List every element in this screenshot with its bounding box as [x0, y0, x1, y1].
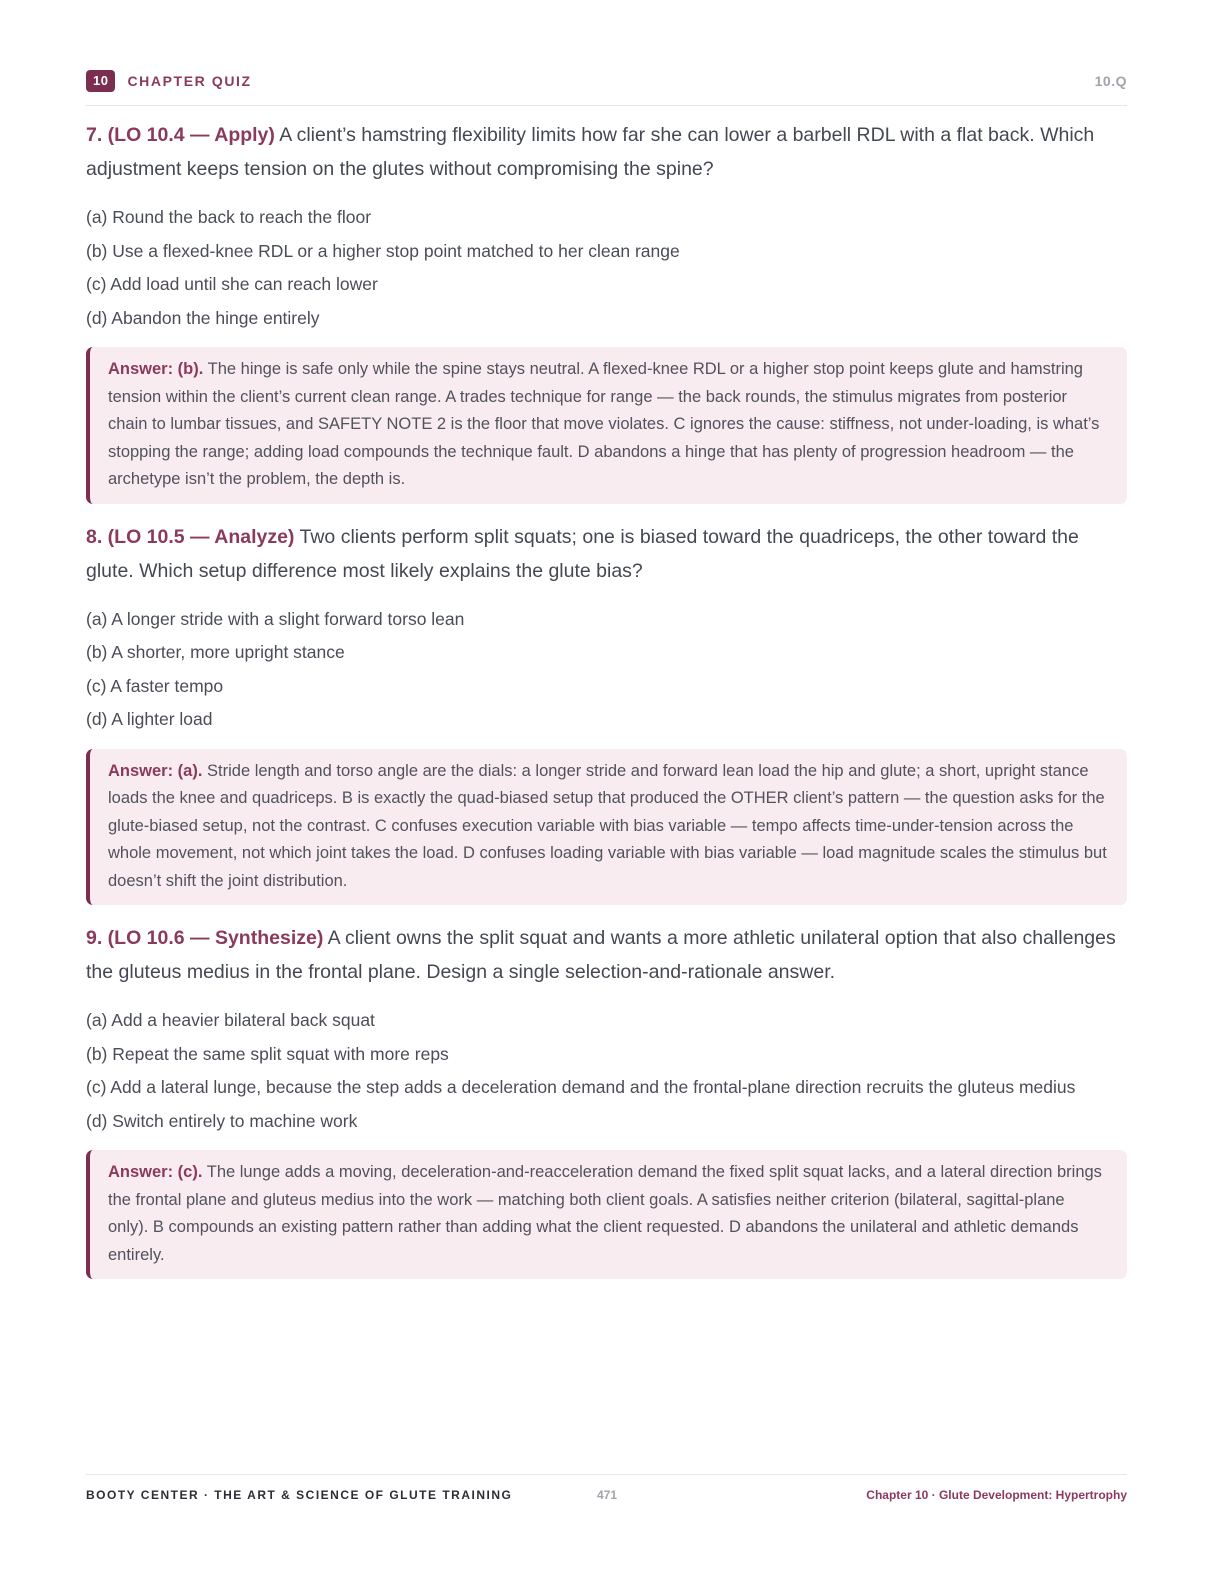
- option-c: (c) Add load until she can reach lower: [86, 274, 378, 294]
- option-d: (d) A lighter load: [86, 709, 213, 729]
- option-list: [86, 603, 1127, 737]
- answer-box: [86, 347, 1127, 504]
- chapter-number-badge: 10: [86, 70, 115, 92]
- question-prompt: [86, 118, 1127, 186]
- question-text: Two clients perform split squats; one is biased toward the quadriceps, the other toward the glute. Which setup difference most likely explains the glute bias?: [86, 525, 1079, 582]
- option-c: (c) A faster tempo: [86, 675, 224, 696]
- section-code: 10.Q: [1094, 73, 1127, 89]
- option-b: (b) Repeat the same split squat with more reps: [86, 1043, 449, 1064]
- header-chapter: [86, 70, 252, 92]
- option-c: (c) Add a lateral lunge, because the step adds a deceleration demand and the frontal-plane direction recruits the gluteus medius: [86, 1077, 1076, 1097]
- answer-text: The hinge is safe only while the spine stays neutral. A flexed-knee RDL or a higher stop point keeps glute and hamstring tension within the client’s current clean range. A trades technique for range — the back rounds, the stimulus migrates from posterior chain to lumbar tissues, and SAFETY NOTE 2 is the floor that move violates. C ignores the cause: stiffness, not under-loading, is what’s stopping the range; adding load compounds the technique fault. D abandons a hinge that has plenty of progression headroom — the archetype isn’t the problem, the depth is.: [108, 360, 1100, 488]
- option-list: [86, 1004, 1127, 1138]
- question-7: [86, 118, 1127, 504]
- page-footer: [86, 1474, 1127, 1515]
- option-list: [86, 201, 1127, 335]
- option-b: (b) A shorter, more upright stance: [86, 642, 345, 662]
- quiz-content: [86, 118, 1127, 1295]
- question-text: A client owns the split squat and wants a more athletic unilateral option that also challenges the gluteus medius in the frontal plane. Design a single selection-and-rationale answer.: [86, 927, 1116, 983]
- page-header: [86, 70, 1127, 106]
- option-a: (a) Round the back to reach the floor: [86, 207, 372, 227]
- question-label: 7. (LO 10.4 — Apply): [86, 124, 275, 146]
- answer-text: Stride length and torso angle are the dials: a longer stride and forward lean load the hip and glute; a short, upright stance loads the knee and quadriceps. B is exactly the quad-biased setup that produced the OTHER client’s pattern — the question asks for the glute-biased setup, not the contrast. C confuses execution variable with bias variable — tempo affects time-under-tension across the whole movement, not which joint takes the load. D confuses loading variable with bias variable — load magnitude scales the stimulus but doesn’t shift the joint distribution.: [108, 761, 1107, 890]
- option-a: (a) A longer stride with a slight forward torso lean: [86, 608, 465, 629]
- question-prompt: [86, 921, 1127, 989]
- option-d: (d) Switch entirely to machine work: [86, 1110, 358, 1131]
- answer-label: Answer: (c).: [108, 1163, 203, 1181]
- page-number: 471: [597, 1488, 618, 1502]
- question-label: 8. (LO 10.5 — Analyze): [86, 525, 295, 548]
- question-label: 9. (LO 10.6 — Synthesize): [86, 927, 324, 949]
- answer-text: The lunge adds a moving, deceleration-and-reacceleration demand the fixed split squat lacks, and a lateral direction brings the frontal plane and gluteus medius into the work — matching both client goals. A satisfies neither criterion (bilateral, sagittal-plane only). B compounds an existing pattern rather than adding what the client requested. D abandons the unilateral and athletic demands entirely.: [108, 1163, 1102, 1264]
- question-text: A client’s hamstring flexibility limits how far she can lower a barbell RDL with a flat back. Which adjustment keeps tension on the glutes without compromising the spine?: [86, 124, 1095, 180]
- chapter-label: CHAPTER QUIZ: [127, 73, 252, 89]
- book-title: BOOTY CENTER · THE ART & SCIENCE OF GLUTE TRAINING: [86, 1488, 513, 1502]
- answer-box: [86, 1150, 1127, 1279]
- answer-box: [86, 749, 1127, 906]
- question-8: [86, 520, 1127, 906]
- answer-label: Answer: (a).: [108, 761, 203, 780]
- answer-label: Answer: (b).: [108, 360, 204, 378]
- option-a: (a) Add a heavier bilateral back squat: [86, 1010, 375, 1030]
- option-b: (b) Use a flexed-knee RDL or a higher stop point matched to her clean range: [86, 240, 680, 261]
- question-prompt: [86, 520, 1127, 588]
- chapter-title: Chapter 10 · Glute Development: Hypertrophy: [866, 1488, 1127, 1502]
- question-9: [86, 921, 1127, 1279]
- option-d: (d) Abandon the hinge entirely: [86, 307, 320, 328]
